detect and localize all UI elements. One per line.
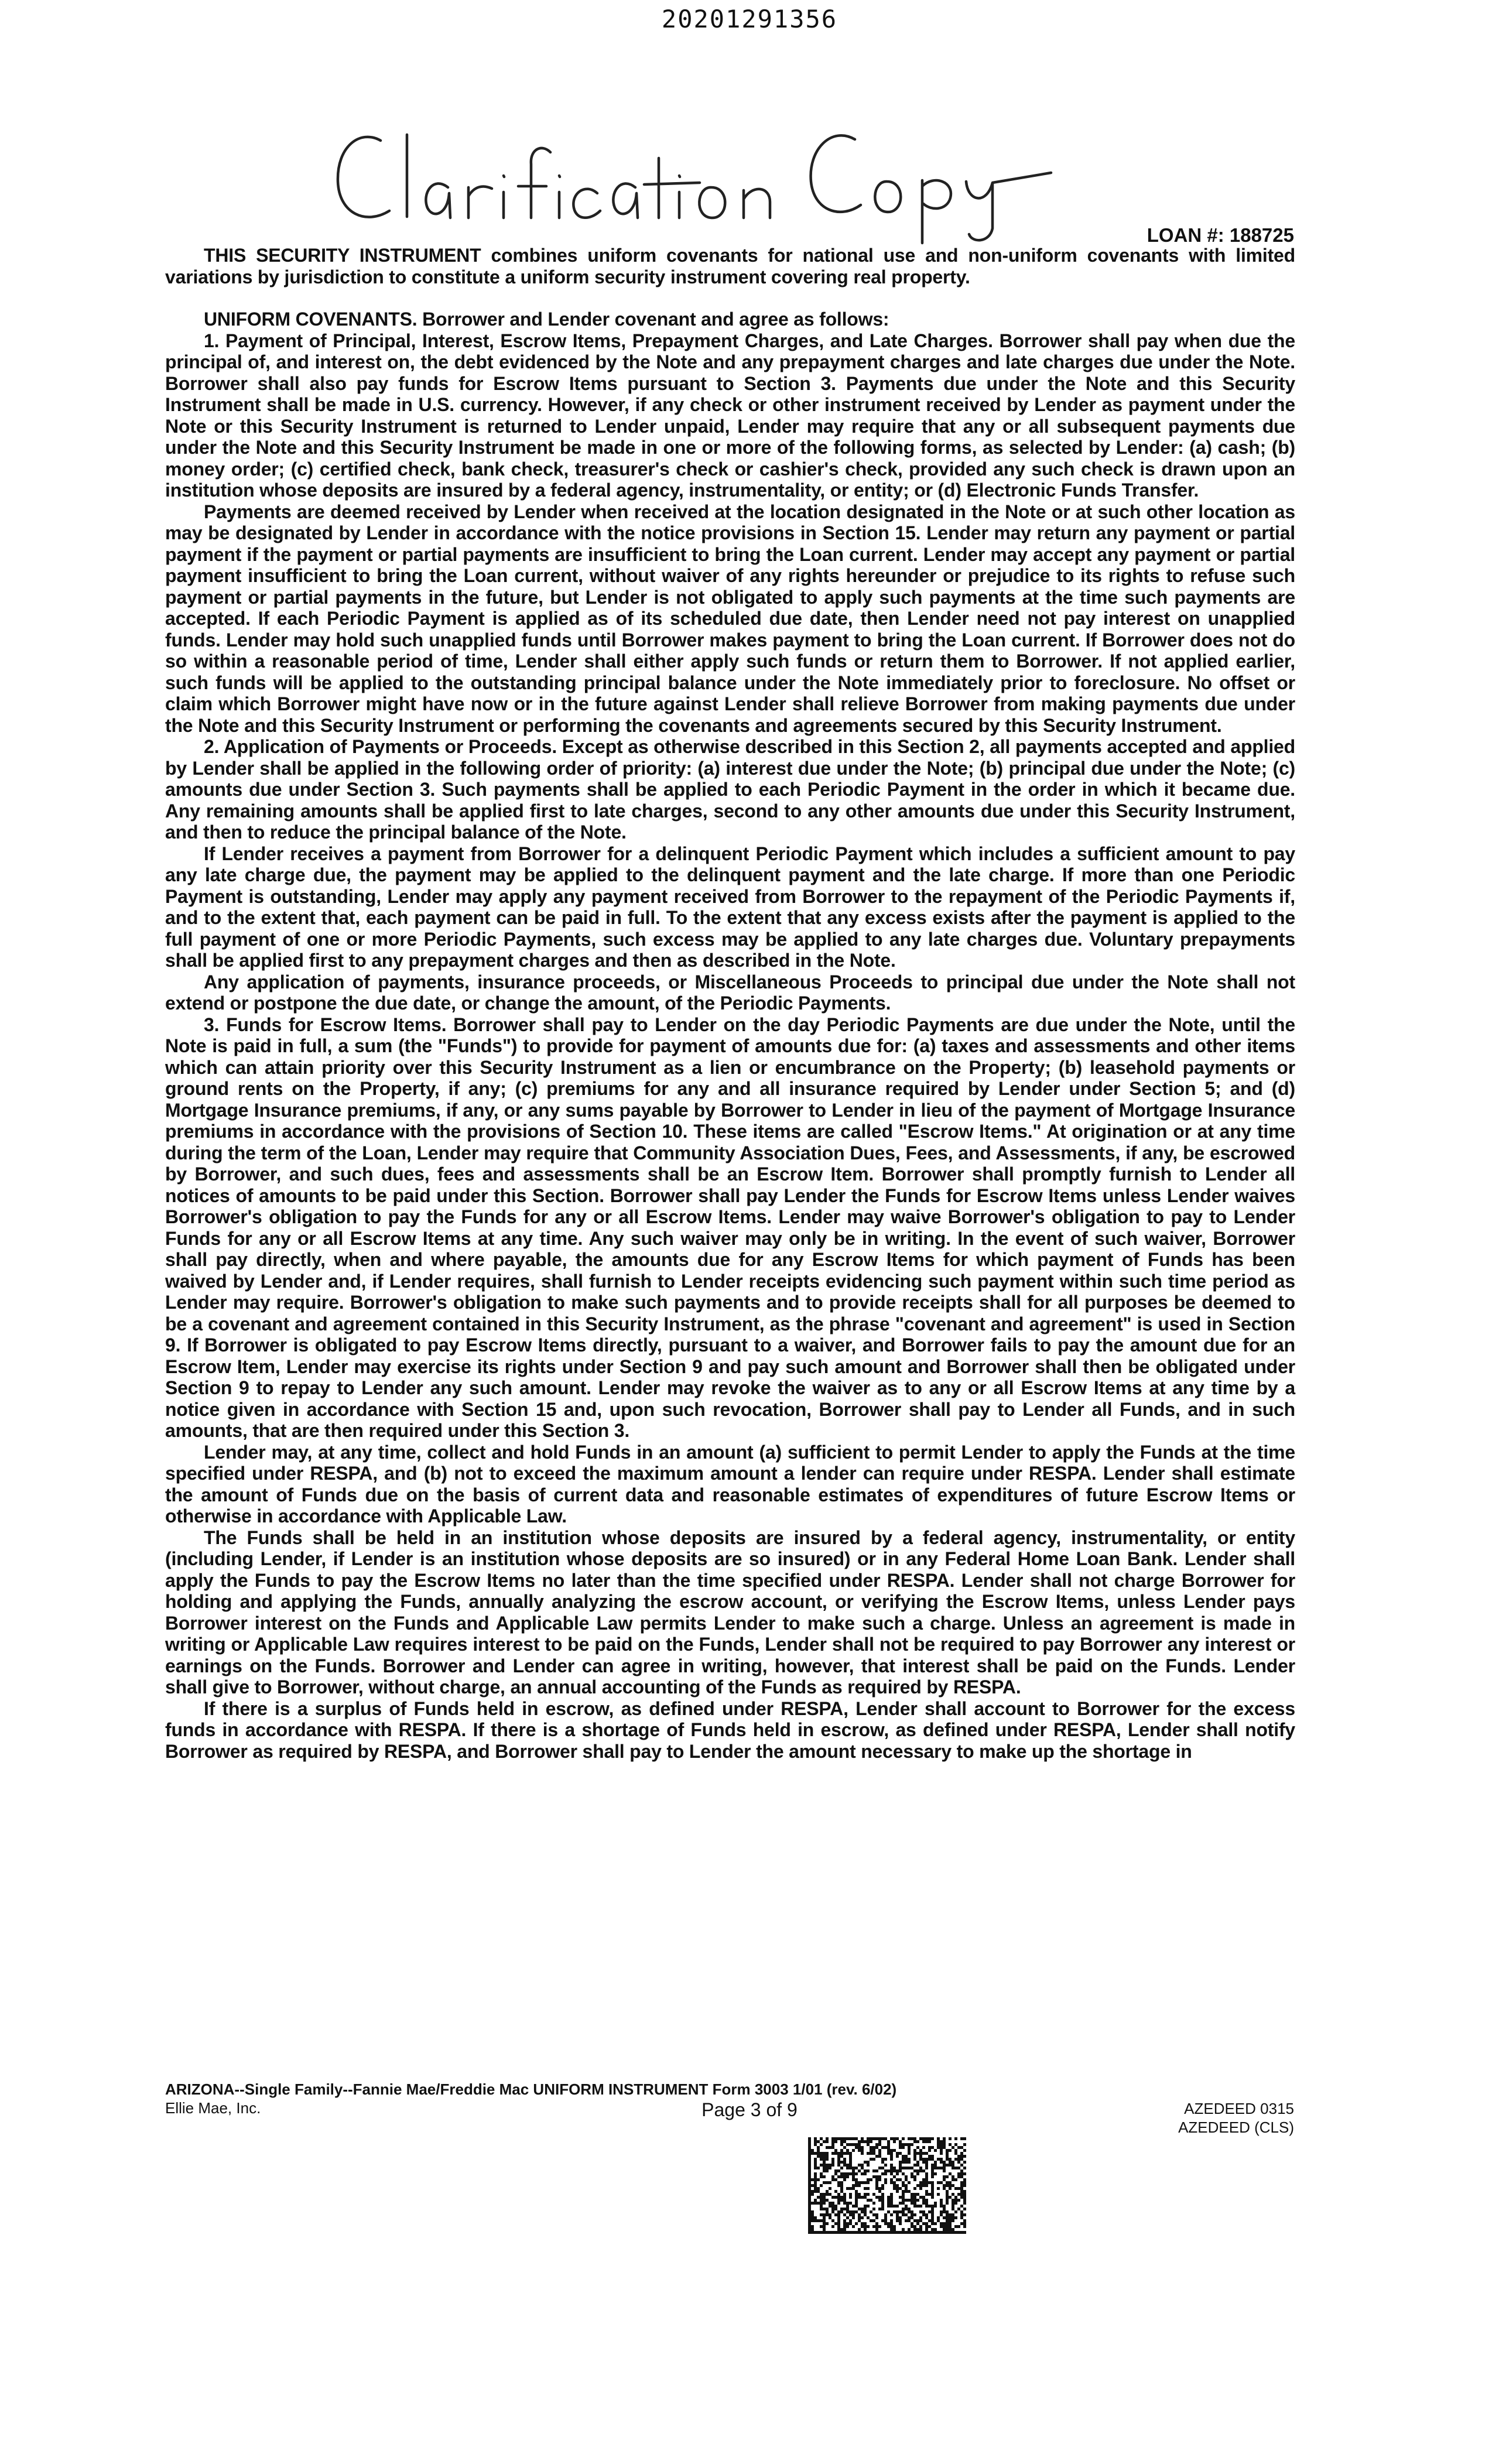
- footer-form-line: ARIZONA--Single Family--Fannie Mae/Freddie Mac UNIFORM INSTRUMENT Form 3003 1/01 (rev. 6/02): [165, 2080, 897, 2098]
- section-text: Any application of payments, insurance proceeds, or Miscellaneous Proceeds to principal due under the Note shall not extend or postpone the due date, or change the amount, of the Periodic Payments.: [165, 971, 1295, 1014]
- section-heading: 3. Funds for Escrow Items.: [204, 1014, 447, 1035]
- section-paragraph: [165, 501, 1295, 737]
- loan-number: LOAN #: 188725: [1147, 224, 1294, 246]
- section-text: Borrower shall pay to Lender on the day Periodic Payments are due under the Note, until the Note is paid in full, a sum (the "Funds") to provide for payment of amounts due for: (a) taxes and assessments and other items which can attain priority over this Security Instrument as a lien or encumbrance on the Property; (b) leasehold payments or ground rents on the Property, if any; (c) premiums for any and all insurance required by Lender under Section 5; and (d) Mortgage Insurance premiums, if any, or any sums payable by Borrower to Lender in lieu of the payment of Mortgage Insurance premiums in accordance with the provisions of Section 10. These items are called "Escrow Items." At origination or at any time during the term of the Loan, Lender may require that Community Association Dues, Fees, and Assessments, if any, be escrowed by Borrower, and such dues, fees and assessments shall be an Escrow Item. Borrower shall promptly furnish to Lender all notices of amounts to be paid under this Section. Borrower shall pay Lender the Funds for Escrow Items unless Lender waives Borrower's obligation to pay the Funds for any or all Escrow Items. Lender may waive Borrower's obligation to pay to Lender Funds for any or all Escrow Items at any time. Any such waiver may only be in writing. In the event of such waiver, Borrower shall pay directly, when and where payable, the amounts due for any Escrow Items for which payment of Funds has been waived by Lender and, if Lender requires, shall furnish to Lender receipts evidencing such payment within such time period as Lender may require. Borrower's obligation to make such payments and to provide receipts shall for all purposes be deemed to be a covenant and agreement contained in this Security Instrument, as the phrase "covenant and agreement" is used in Section 9. If Borrower is obligated to pay Escrow Items directly, pursuant to a waiver, and Borrower fails to pay the amount due for an Escrow Item, Lender may exercise its rights under Section 9 and pay such amount and Borrower shall then be obligated under Section 9 to repay to Lender any such amount. Lender may revoke the waiver as to any or all Escrow Items at any time by a notice given in accordance with Section 15 and, upon such revocation, Borrower shall pay to Lender all Funds, and in such amounts, that are then required under this Section 3.: [165, 1014, 1295, 1441]
- section-text: If there is a surplus of Funds held in escrow, as defined under RESPA, Lender shall account to Borrower for the excess funds in accordance with RESPA. If there is a shortage of Funds held in escrow, as defined under RESPA, Lender shall notify Borrower as required by RESPA, and Borrower shall pay to Lender the amount necessary to make up the shortage in: [165, 1698, 1295, 1762]
- handwritten-clarification-copy-icon: [325, 117, 1057, 252]
- footer-code-1: AZEDEED 0315: [1184, 2100, 1294, 2117]
- handwritten-annotation: [325, 117, 1057, 252]
- section-heading: 1. Payment of Principal, Interest, Escrow Items, Prepayment Charges, and Late Charges.: [204, 330, 993, 351]
- uniform-covenants-heading: UNIFORM COVENANTS. Borrower and Lender covenant and agree as follows:: [204, 309, 889, 330]
- footer-vendor: Ellie Mae, Inc.: [165, 2099, 261, 2117]
- footer-code-2: AZEDEED (CLS): [1178, 2119, 1294, 2136]
- section-text: Payments are deemed received by Lender when received at the location designated in the Note or at such other location as may be designated by Lender in accordance with the notice provisions in Section 15. Lender may return any payment or partial payment if the payment or partial payments are insufficient to bring the Loan current. Lender may accept any payment or partial payment insufficient to bring the Loan current, without waiver of any rights hereunder or prejudice to its rights to refuse such payment or partial payments in the future, but Lender is not obligated to apply such payments at the time such payments are accepted. If each Periodic Payment is applied as of its scheduled due date, then Lender need not pay interest on unapplied funds. Lender may hold such unapplied funds until Borrower makes payment to bring the Loan current. If Borrower does not do so within a reasonable period of time, Lender shall either apply such funds or return them to Borrower. If not applied earlier, such funds will be applied to the outstanding principal balance under the Note immediately prior to foreclosure. No offset or claim which Borrower might have now or in the future against Lender shall relieve Borrower from making payments due under the Note and this Security Instrument or performing the covenants and agreements secured by this Security Instrument.: [165, 501, 1295, 736]
- page-number: Page 3 of 9: [701, 2099, 798, 2120]
- barcode-graphic: [808, 2137, 966, 2234]
- document-body: [165, 245, 1295, 1762]
- section-paragraph: [165, 736, 1295, 843]
- section-paragraph: [165, 971, 1295, 1014]
- section-paragraph: [165, 1442, 1295, 1527]
- section-paragraph: [165, 1527, 1295, 1698]
- section-paragraph: [165, 1014, 1295, 1442]
- section-text: The Funds shall be held in an institution whose deposits are insured by a federal agency, instrumentality, or entity (including Lender, if Lender is an institution whose deposits are so insured) or in any Federal Home Loan Bank. Lender shall apply the Funds to pay the Escrow Items no later than the time specified under RESPA. Lender shall not charge Borrower for holding and applying the Funds, annually analyzing the escrow account, or verifying the Escrow Items, unless Lender pays Borrower interest on the Funds and Applicable Law permits Lender to make such a charge. Unless an agreement is made in writing or Applicable Law requires interest to be paid on the Funds, Lender shall not be required to pay Borrower any interest or earnings on the Funds. Borrower and Lender can agree in writing, however, that interest shall be paid on the Funds. Lender shall give to Borrower, without charge, an annual accounting of the Funds as required by RESPA.: [165, 1527, 1295, 1698]
- section-paragraph: [165, 1698, 1295, 1763]
- section-text: Lender may, at any time, collect and hold Funds in an amount (a) sufficient to permit Lender to apply the Funds at the time specified under RESPA, and (b) not to exceed the maximum amount a lender can require under RESPA. Lender shall estimate the amount of Funds due on the basis of current data and reasonable estimates of expenditures of future Escrow Items or otherwise in accordance with Applicable Law.: [165, 1441, 1295, 1527]
- section-text: If Lender receives a payment from Borrower for a delinquent Periodic Payment which includes a sufficient amount to pay any late charge due, the payment may be applied to the delinquent payment and the late charge. If more than one Periodic Payment is outstanding, Lender may apply any payment received from Borrower to the repayment of the Periodic Payments if, and to the extent that, each payment can be paid in full. To the extent that any excess exists after the payment is applied to the full payment of one or more Periodic Payments, such excess may be applied to any late charges due. Voluntary prepayments shall be applied first to any prepayment charges and then as described in the Note.: [165, 843, 1295, 971]
- footer-codes: [1178, 2099, 1294, 2137]
- barcode-icon: [808, 2137, 966, 2234]
- intro-paragraph: THIS SECURITY INSTRUMENT combines uniform covenants for national use and non-uniform covenants with limited variations by jurisdiction to constitute a uniform security instrument covering real property.: [165, 245, 1295, 288]
- section-paragraph: [165, 843, 1295, 971]
- section-heading: 2. Application of Payments or Proceeds.: [204, 736, 557, 757]
- section-paragraph: [165, 330, 1295, 501]
- section-text: Except as otherwise described in this Section 2, all payments accepted and applied by Lender shall be applied in the following order of priority: (a) interest due under the Note; (b) principal due under the Note; (c) amounts due under Section 3. Such payments shall be applied to each Periodic Payment in the order in which it became due. Any remaining amounts shall be applied first to late charges, second to any other amounts due under this Security Instrument, and then to reduce the principal balance of the Note.: [165, 736, 1295, 843]
- recording-number: 20201291356: [661, 5, 838, 33]
- section-text: Borrower shall pay when due the principal of, and interest on, the debt evidenced by the Note and any prepayment charges and late charges due under the Note. Borrower shall also pay funds for Escrow Items pursuant to Section 3. Payments due under the Note and this Security Instrument shall be made in U.S. currency. However, if any check or other instrument received by Lender as payment under the Note or this Security Instrument is returned to Lender unpaid, Lender may require that any or all subsequent payments due under the Note and this Security Instrument be made in one or more of the following forms, as selected by Lender: (a) cash; (b) money order; (c) certified check, bank check, treasurer's check or cashier's check, provided any such check is drawn upon an institution whose deposits are insured by a federal agency, instrumentality, or entity; or (d) Electronic Funds Transfer.: [165, 330, 1295, 501]
